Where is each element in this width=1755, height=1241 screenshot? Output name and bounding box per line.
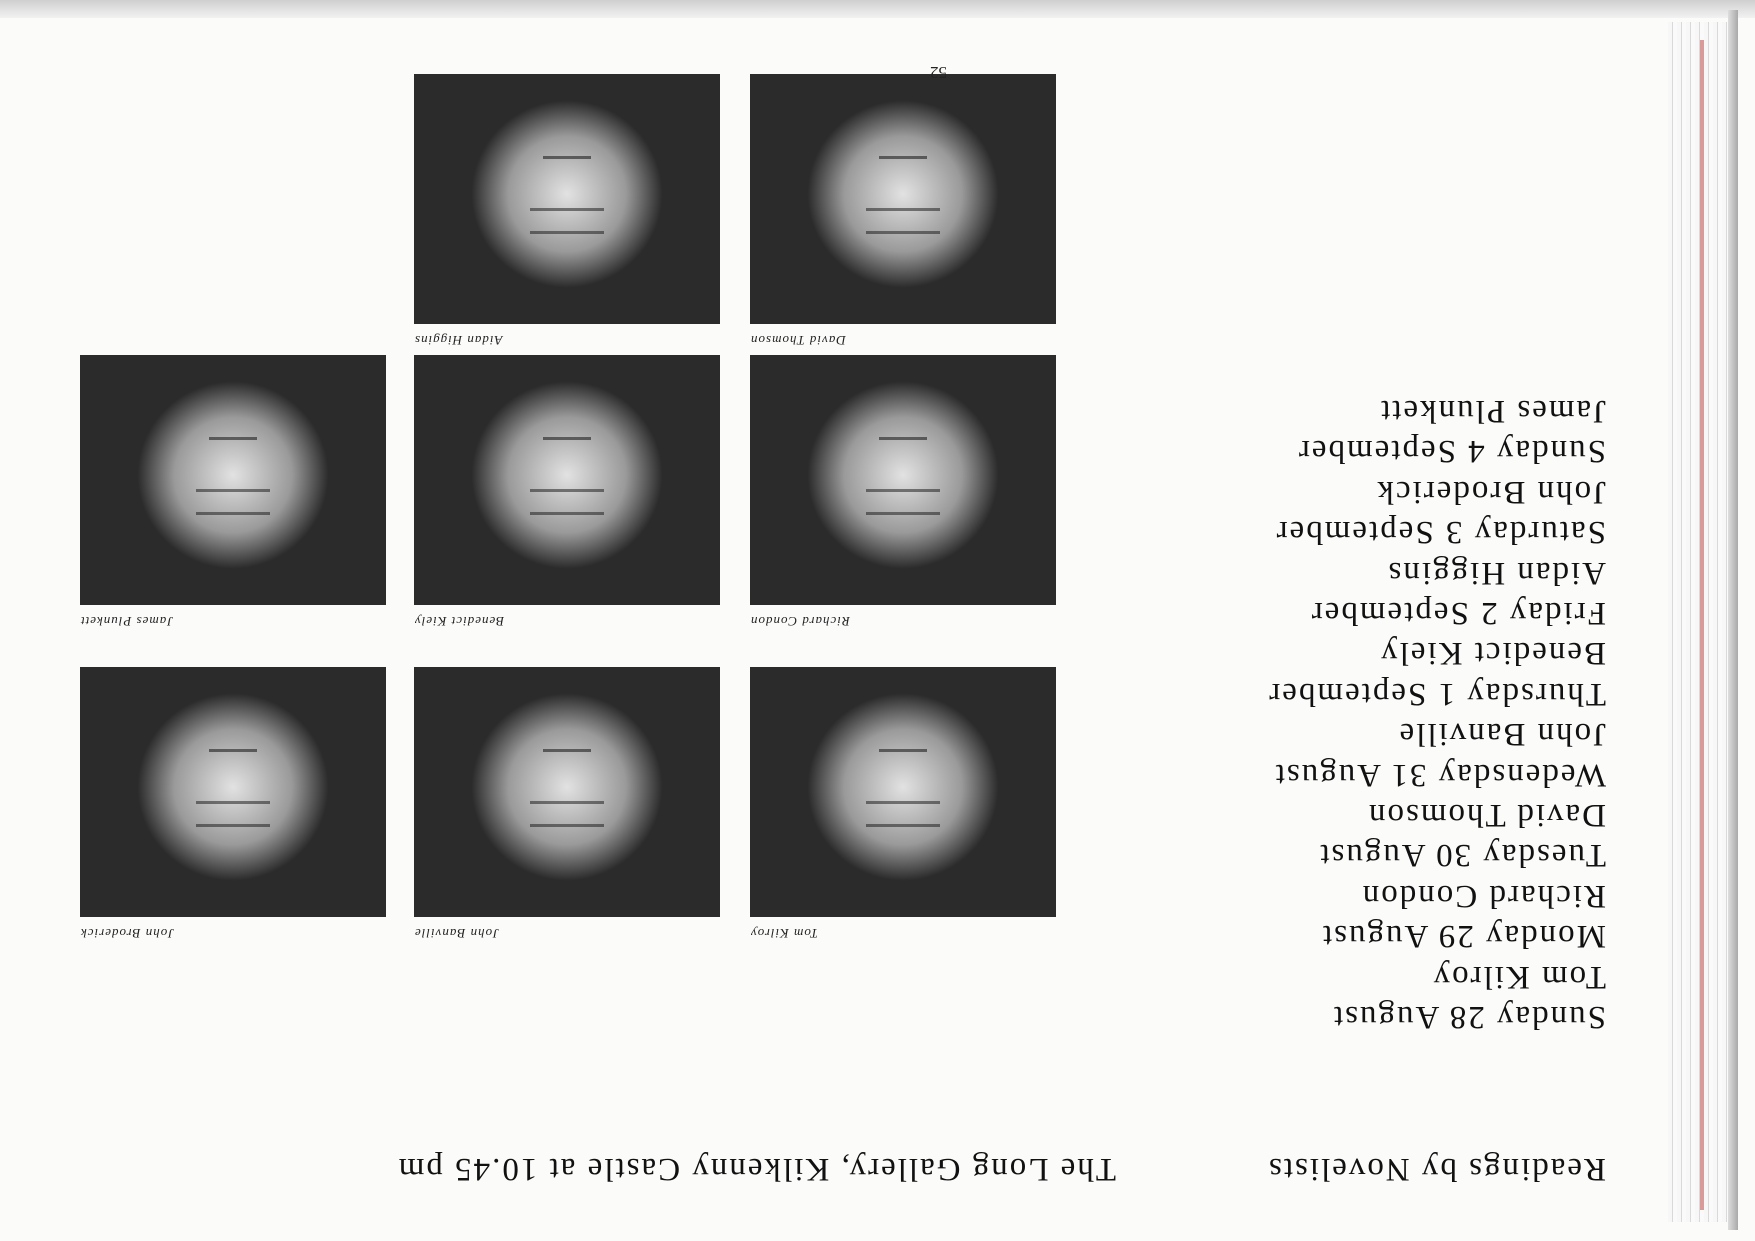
schedule-author: David Thomson: [1367, 796, 1606, 833]
photo-caption: Richard Condon: [750, 614, 850, 629]
schedule-entry: [1046, 956, 1606, 1037]
photo-caption: David Thomson: [750, 333, 846, 348]
schedule-author: Benedict Kiely: [1379, 635, 1606, 672]
scan-top-shadow: [0, 0, 1755, 18]
schedule-entry: [1046, 795, 1606, 876]
author-photo-aidan-higgins: [414, 74, 720, 324]
venue-line: The Long Gallery, Kilkenny Castle at 10.45 pm: [396, 1151, 1116, 1187]
photo-caption: Benedict Kiely: [414, 614, 505, 629]
author-photo-benedict-kiely: [414, 355, 720, 605]
book-red-edge: [1700, 40, 1704, 1210]
book-spine-edge: [1728, 10, 1738, 1230]
schedule-author: Tom Kilroy: [1431, 958, 1606, 995]
schedule-date: Monday 29 August: [1320, 918, 1606, 955]
photo-caption: Tom Kilroy: [750, 926, 818, 941]
author-photo-james-plunkett: [80, 355, 386, 605]
schedule-date: Saturday 3 September: [1274, 514, 1606, 551]
page-number: 52: [930, 63, 947, 82]
schedule-date: Sunday 28 August: [1331, 999, 1606, 1035]
author-photo-john-broderick: [80, 667, 386, 917]
photo-caption: John Banville: [414, 926, 499, 941]
author-photo-david-thomson: [750, 74, 1056, 324]
schedule-entry: [1046, 552, 1606, 633]
reading-schedule: [1046, 391, 1606, 1038]
schedule-date: Friday 2 September: [1309, 594, 1606, 631]
photo-caption: James Plunkett: [80, 614, 174, 629]
series-title: Readings by Novelists: [1267, 1151, 1606, 1187]
schedule-author: Aidan Higgins: [1386, 554, 1606, 591]
schedule-author: John Broderick: [1375, 473, 1606, 510]
author-photo-richard-condon: [750, 355, 1056, 605]
schedule-date: Tuesday 30 August: [1318, 837, 1606, 874]
author-photo-john-banville: [414, 667, 720, 917]
schedule-entry: [1046, 875, 1606, 956]
photo-caption: John Broderick: [80, 926, 175, 941]
schedule-entry: [1046, 714, 1606, 795]
author-photo-tom-kilroy: [750, 667, 1056, 917]
schedule-author: John Banville: [1397, 716, 1606, 753]
schedule-date: Sunday 4 September: [1296, 433, 1606, 470]
schedule-author: Richard Condon: [1360, 877, 1606, 914]
schedule-entry: [1046, 633, 1606, 714]
photo-caption: Aidan Higgins: [414, 333, 503, 348]
schedule-date: Wedensday 31 August: [1273, 756, 1606, 793]
schedule-entry: [1046, 391, 1606, 472]
page-heading: [156, 1137, 1606, 1187]
schedule-date: Thursday 1 September: [1267, 675, 1606, 712]
rotated-page: [0, 22, 1668, 1222]
schedule-author: James Plunkett: [1379, 392, 1606, 429]
book-page-edges: [1668, 22, 1730, 1222]
schedule-entry: [1046, 471, 1606, 552]
